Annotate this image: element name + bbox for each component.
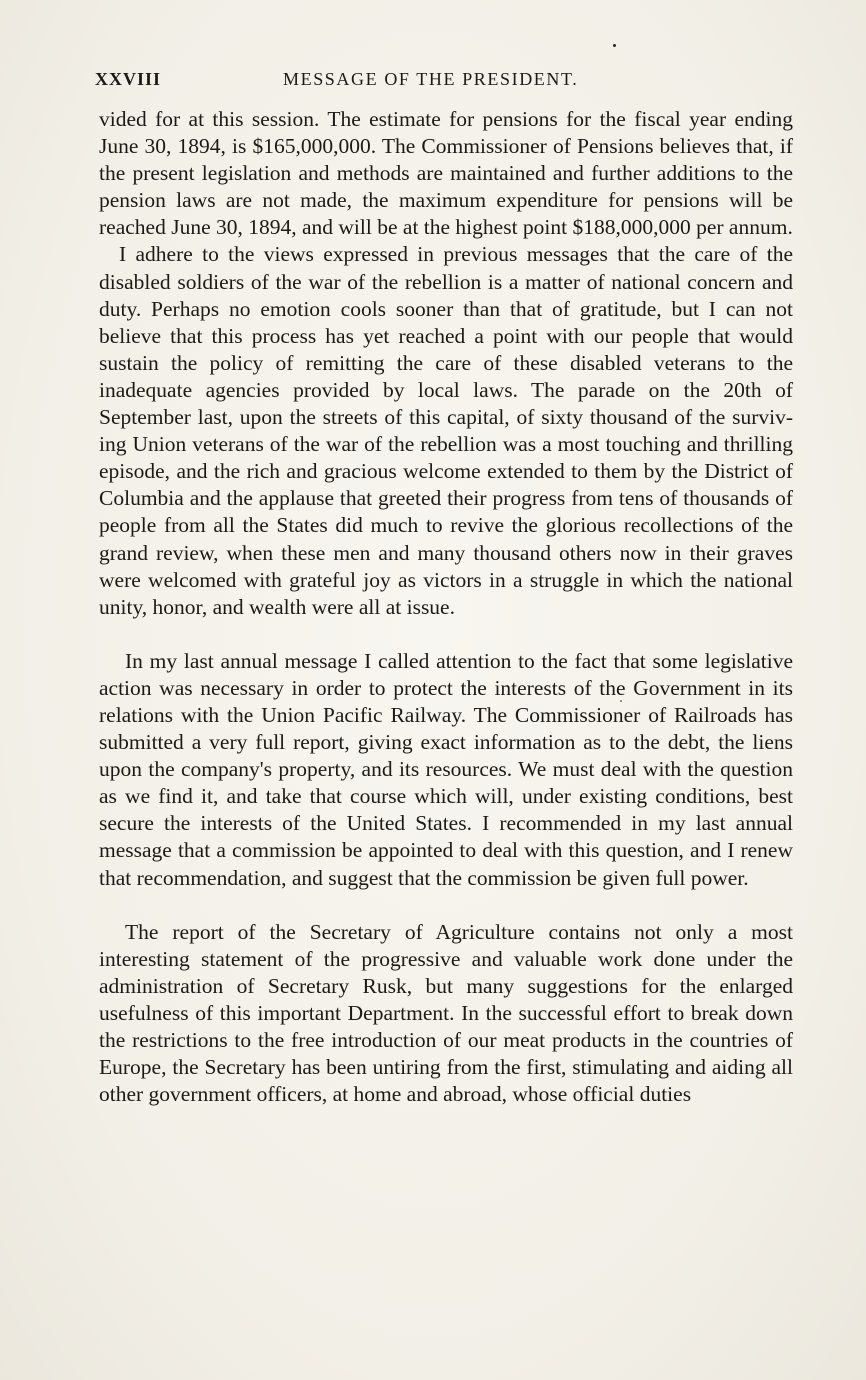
ink-speck <box>613 44 616 47</box>
page-number: XXVIII <box>95 69 162 89</box>
paragraph-agriculture: The report of the Secretary of Agriculture contains not only a most interesting statement of the progressive and valuable work done under the administration of Secretary Rusk, but many suggestions for the enlarged usefulness of this important Department. In the successful effort to break down the restrictions to the free introduction of our meat products in the countries of Europe, the Secretary has been untiring from the first, stimulating and aiding all other government officers, at home and abroad, whose official duties <box>99 919 793 1107</box>
body-text <box>99 106 793 1108</box>
paragraph-union-pacific: In my last annual message I called attention to the fact that some legislative action was necessary in order to protect the interests of the Government in its relations with the Union Pacific Railway. The Commissioner of Railroads has submitted a very full report, giving exact information as to the debt, the liens upon the company's property, and its resources. We must deal with the question as we find it, and take that course which will, under existing conditions, best secure the interests of the United States. I recommended in my last annual message that a commission be appointed to deal with this question, and I renew that recommendation, and suggest that the commission be given full power. <box>99 648 793 890</box>
running-title: MESSAGE OF THE PRESIDENT. <box>283 69 579 89</box>
page-header <box>95 69 797 93</box>
paragraph-pension-estimate: vided for at this session. The estimate for pensions for the fiscal year ending June 30, 1894, is $165,000,000. The Commissioner of Pensions believes that, if the present legislation and methods are maintained and further additions to the pension laws are not made, the maximum expenditure for pensions will be reached June 30, 1894, and will be at the highest point $188,000,000 per annum. <box>99 107 793 240</box>
paragraph-disabled-soldiers: I adhere to the views expressed in previous messages that the care of the disabled soldiers of the war of the rebellion is a matter of national concern and duty. Perhaps no emotion cools sooner than that of gratitude, but I can not believe that this process has yet reached a point with our people that would sustain the policy of remitting the care of these disabled veterans to the inadequate agencies provided by local laws. The parade on the 20th of September last, upon the streets of this capital, of sixty thousand of the surviving Union veterans of the war of the rebellion was a most touching and thrilling episode, and the rich and gracious welcome extended to them by the District of Columbia and the applause that greeted their progress from tens of thousands of people from all the States did much to revive the glorious recollections of the grand review, when these men and many thousand others now in their graves were welcomed with grateful joy as victors in a struggle in which the national unity, honor, and wealth were all at issue. <box>99 242 793 619</box>
ink-speck <box>620 700 622 702</box>
